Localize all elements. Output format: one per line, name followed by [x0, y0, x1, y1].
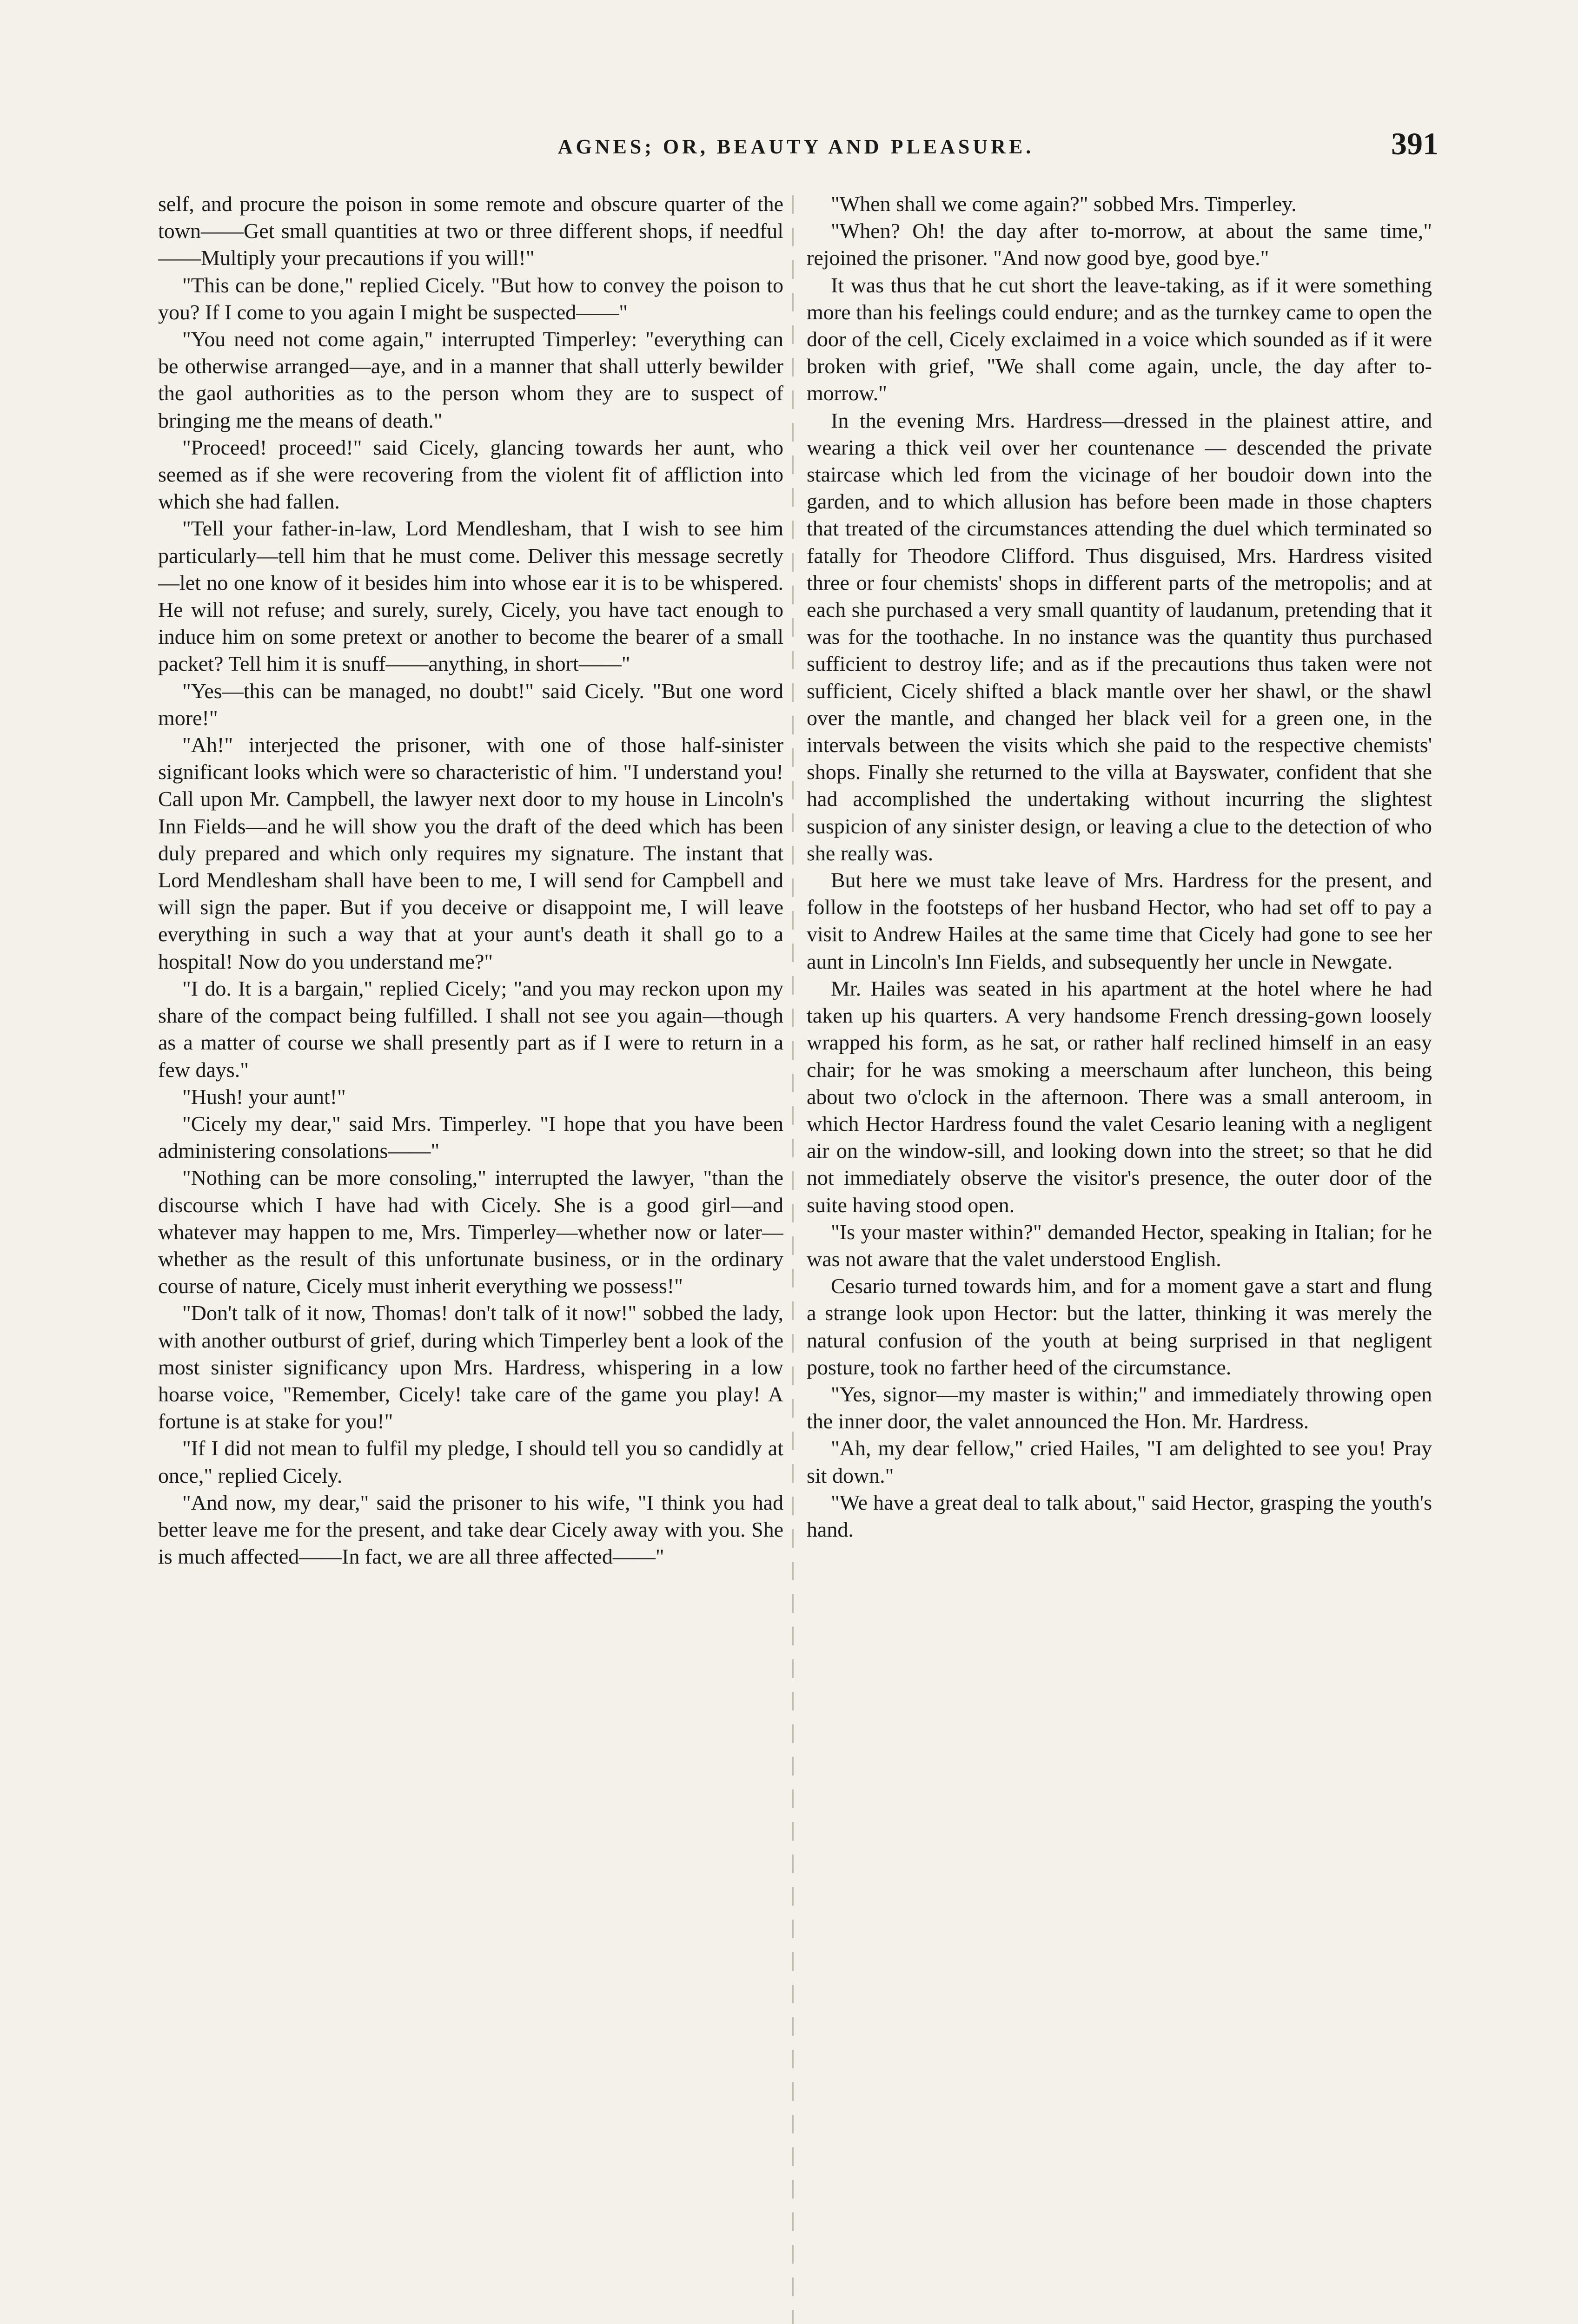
page-number: 391 — [1391, 126, 1439, 161]
paragraph: Cesario turned towards him, and for a moment gave a start and flung a strange look upon Hector: but the latter, thinking it was merely the natural confusion of the youth at being surprised in that negligent posture, took no farther heed of the circumstance. — [807, 1274, 1432, 1379]
paragraph: "If I did not mean to fulfil my pledge, I should tell you so candidly at once," replied Cicely. — [158, 1436, 783, 1487]
paragraph: self, and procure the poison in some remote and obscure quarter of the town——Get small quantities at two or three different shops, if needful——Multiply your precautions if you will!" — [158, 192, 783, 270]
paragraph: "We have a great deal to talk about," said Hector, grasping the youth's hand. — [807, 1490, 1432, 1541]
paragraph: "Hush! your aunt!" — [182, 1084, 346, 1109]
right-column — [807, 191, 1432, 2324]
paragraph: Mr. Hailes was seated in his apartment at the hotel where he had taken up his quarters. A very handsome French dressing-gown loosely wrapped his form, as he sat, or rather half reclined himself in an easy chair; for he was smoking a meerschaum after luncheon, this being about two o'clock in the afternoon. There was a small anteroom, in which Hector Hardress found the valet Cesario leaning with a negligent air on the window-sill, and looking down into the street; so that he did not immediately observe the visitor's presence, the outer door of the suite having stood open. — [807, 976, 1432, 1217]
page-header — [153, 125, 1439, 177]
paragraph: "Ah, my dear fellow," cried Hailes, "I am delighted to see you! Pray sit down." — [807, 1436, 1432, 1487]
paragraph: "Yes, signor—my master is within;" and immediately throwing open the inner door, the valet announced the Hon. Mr. Hardress. — [807, 1382, 1432, 1433]
paragraph: "I do. It is a bargain," replied Cicely; "and you may reckon upon my share of the compact being fulfilled. I shall not see you again—though as a matter of course we shall presently part as if I were to return in a few days." — [158, 976, 783, 1082]
paragraph: "When? Oh! the day after to-morrow, at about the same time," rejoined the prisoner. "And now good bye, good bye." — [807, 219, 1432, 270]
paragraph: "Proceed! proceed!" said Cicely, glancing towards her aunt, who seemed as if she were recovering from the violent fit of affliction into which she had fallen. — [158, 435, 783, 514]
paragraph: "Ah!" interjected the prisoner, with one of those half-sinister significant looks which were so characteristic of him. "I understand you! Call upon Mr. Campbell, the lawyer next door to my house in Lincoln's Inn Fields—and he will show you the draft of the deed which has been duly prepared and which only requires my signature. The instant that Lord Mendlesham shall have been to me, I will send for Campbell and will sign the paper. But if you deceive or disappoint me, I will leave everything in such a way that at your aunt's death it shall go to a hospital! Now do you understand me?" — [158, 733, 783, 973]
paragraph: In the evening Mrs. Hardress—dressed in the plainest attire, and wearing a thick veil over her countenance — descended the private staircase which led from the vicinage of her boudoir down into the garden, and to which allusion has before been made in those chapters that treated of the circumstances attending the duel which terminated so fatally for Theodore Clifford. Thus disguised, Mrs. Hardress visited three or four chemists' shops in different parts of the metropolis; and at each she purchased a very small quantity of laudanum, pretending that it was for the toothache. In no instance was the quantity thus purchased sufficient to destroy life; and as if the precautions thus taken were not sufficient, Cicely shifted a black mantle over her shawl, or the shawl over the mantle, and changed her black veil for a green one, in the intervals between the visits which she paid to the respective chemists' shops. Finally she returned to the villa at Bayswater, confident that she had accomplished the undertaking without incurring the slightest suspicion of any sinister design, or leaving a clue to the detection of who she really was. — [807, 408, 1432, 865]
paragraph: "Tell your father-in-law, Lord Mendlesham, that I wish to see him particularly—tell him that he must come. Deliver this message secretly—let no one know of it besides him into whose ear it is to be whispered. He will not refuse; and surely, surely, Cicely, you have tact enough to induce him on some pretext or another to become the bearer of a small packet? Tell him it is snuff——anything, in short——" — [158, 516, 783, 676]
paragraph: But here we must take leave of Mrs. Hardress for the present, and follow in the footsteps of her husband Hector, who had set off to pay a visit to Andrew Hailes at the same time that Cicely had gone to see her aunt in Lincoln's Inn Fields, and subsequently her uncle in Newgate. — [807, 868, 1432, 973]
paragraph: "You need not come again," interrupted Timperley: "everything can be otherwise arranged—aye, and in a manner that shall utterly bewilder the gaol authorities as to the person whom they are to suspect of bringing me the means of death." — [158, 327, 783, 432]
paragraph: "Nothing can be more consoling," interrupted the lawyer, "than the discourse which I have had with Cicely. She is a good girl—and whatever may happen to me, Mrs. Timperley—whether now or later—whether as the result of this unfortunate business, or in the ordinary course of nature, Cicely must inherit everything we possess!" — [158, 1166, 783, 1298]
paragraph: "Yes—this can be managed, no doubt!" said Cicely. "But one word more!" — [158, 679, 783, 730]
paragraph: "This can be done," replied Cicely. "But how to convey the poison to you? If I come to you again I might be suspected——" — [158, 273, 783, 324]
column-divider — [792, 195, 794, 2324]
paragraph: "Is your master within?" demanded Hector, speaking in Italian; for he was not aware that the valet understood English. — [807, 1220, 1432, 1271]
left-column — [158, 191, 783, 2324]
paragraph: It was thus that he cut short the leave-taking, as if it were something more than his feelings could endure; and as the turnkey came to open the door of the cell, Cicely exclaimed in a voice which sounded as if it were broken with grief, "We shall come again, uncle, the day after to-morrow." — [807, 273, 1432, 405]
paragraph: "Cicely my dear," said Mrs. Timperley. "I hope that you have been administering consolations——" — [158, 1111, 783, 1163]
paragraph: "And now, my dear," said the prisoner to his wife, "I think you had better leave me for the present, and take dear Cicely away with you. She is much affected——In fact, we are all three affected——" — [158, 1490, 783, 1569]
paragraph: "When shall we come again?" sobbed Mrs. Timperley. — [831, 192, 1297, 216]
paragraph: "Don't talk of it now, Thomas! don't talk of it now!" sobbed the lady, with another outburst of grief, during which Timperley bent a look of the most sinister significancy upon Mrs. Hardress, whispering in a low hoarse voice, "Remember, Cicely! take care of the game you play! A fortune is at stake for you!" — [158, 1301, 783, 1433]
running-head: AGNES; OR, BEAUTY AND PLEASURE. — [557, 135, 1034, 158]
